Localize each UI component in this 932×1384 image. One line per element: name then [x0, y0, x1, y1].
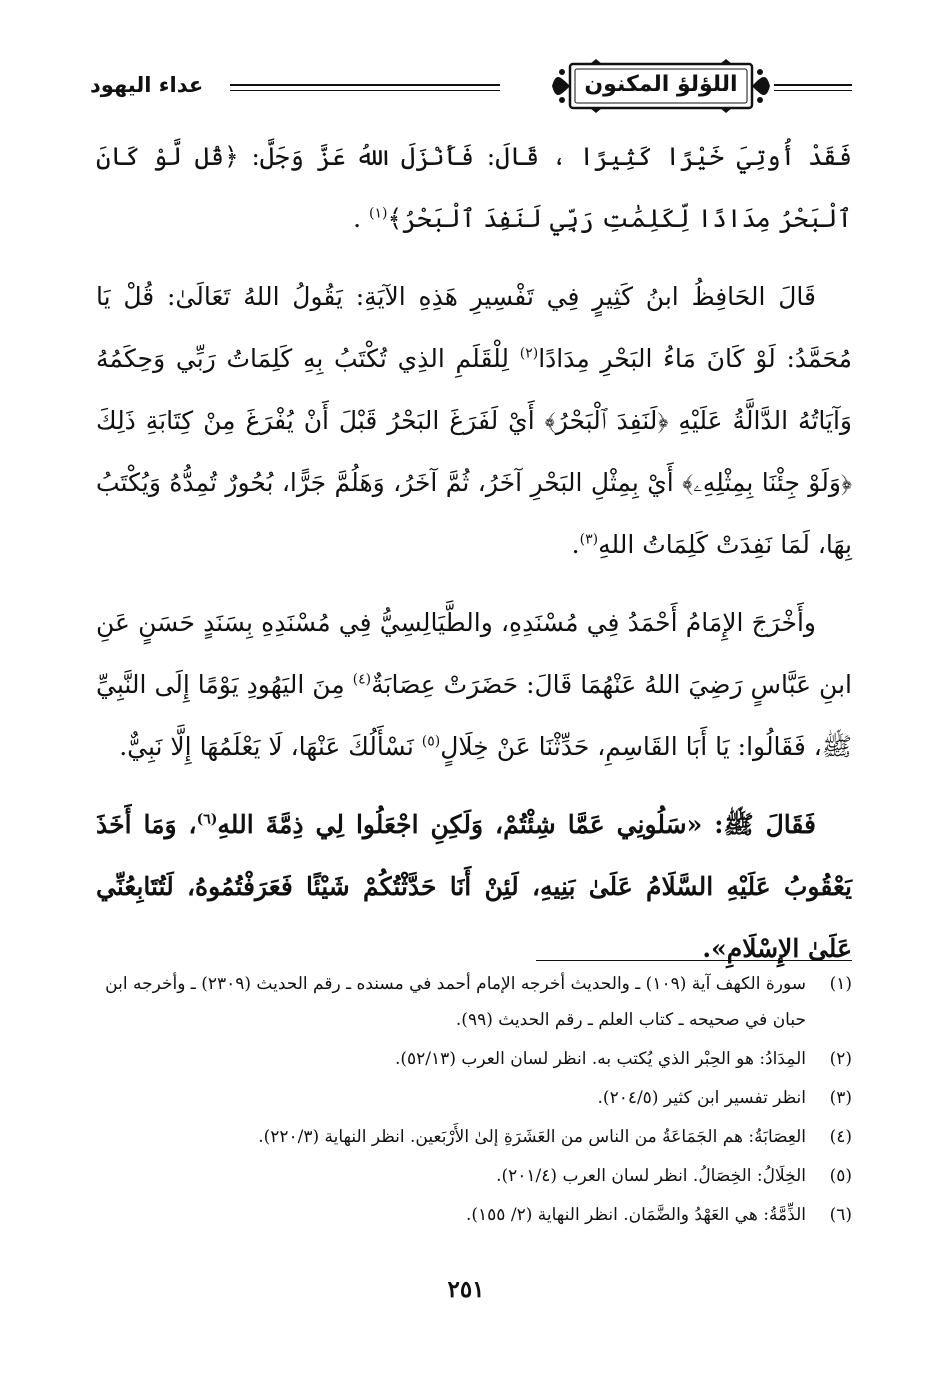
footnotes	[96, 966, 852, 1236]
footnote-marker: (٢)	[519, 345, 539, 362]
chapter-title: عداء اليهود	[90, 73, 204, 97]
footnote-text: انظر تفسير ابن كثير (٢٠٤/٥).	[597, 1088, 806, 1108]
text-segment: ، وَمَا أَخَذَ يَعْقُوبُ عَلَيْهِ السَّلَامُ عَلَىٰ بَنِيهِ، لَئِنْ أَنَا حَدَّثْتُكُمْ شَيْئًا فَعَرَفْتُمُوهُ، لَتُتَابِعُنِّي عَلَىٰ الإِسْلَامِ».	[96, 810, 852, 963]
footnote-1	[96, 966, 852, 1038]
footnote-number: (٢)	[829, 1049, 852, 1069]
text-segment: .	[353, 204, 369, 233]
footnote-number: (٦)	[829, 1205, 852, 1225]
quran-verse: ﴿لَنَفِدَ ٱلْبَحْرُ﴾	[544, 406, 669, 435]
text-segment: أَيْ بِمِثْلِ البَحْرِ آخَرُ، ثُمَّ آخَرُ، وَهَلُمَّ جَرًّا، بُحُورٌ تُمِدُّهُ وَيُكْتَبُ بِهَا، لَمَا نَفِدَتْ كَلِمَاتُ اللهِ	[96, 468, 852, 559]
paragraph-4-hadith	[96, 794, 852, 980]
footnote-number: (٣)	[829, 1088, 852, 1108]
paragraph-3	[96, 592, 852, 778]
paragraph-2	[96, 266, 852, 576]
quran-verse: ﴿وَلَوْ جِئْنَا بِمِثْلِهِۦ﴾	[682, 468, 852, 497]
text-segment: قَالَ الحَافِظُ ابنُ كَثِيرٍ فِي تَفْسِيرِ هَذِهِ الآيَةِ: يَقُولُ اللهُ تَعَالَىٰ: قُلْ يَا مُحَمَّدُ: لَوْ كَانَ مَاءُ البَحْرِ مِدَادًا	[96, 282, 852, 373]
footnote-4	[96, 1119, 852, 1155]
body-text	[96, 126, 852, 996]
footnote-number: (١)	[829, 974, 852, 994]
footnote-text: الخِلَالُ: الخِصَالُ. انظر لسان العرب (٢٠١/٤).	[496, 1166, 806, 1186]
quran-verse: ﴿قُل لَّوْ كَانَ ٱلْبَحْرُ مِدَادًا لِّكَلِمَٰتِ رَبِّي لَنَفِدَ ٱلْبَحْرُ﴾	[96, 142, 852, 233]
header-rule-left	[230, 84, 500, 91]
footnote-text: سورة الكهف آية (١٠٩) ـ والحديث أخرجه الإمام أحمد في مسنده ـ رقم الحديث (٢٣٠٩) ـ وأخرجه ابن حبان في صحيحه ـ كتاب العلم ـ رقم الحديث (٩٩).	[105, 974, 806, 1030]
footnote-marker: (٤)	[352, 671, 372, 688]
footnote-marker: (٥)	[421, 733, 441, 750]
book-title: اللؤلؤ المكنون	[584, 72, 738, 97]
footnote-6	[96, 1197, 852, 1233]
footnote-3	[96, 1080, 852, 1116]
footnote-text: الذِّمَّةُ: هي العَهْدُ والضَّمَان. انظر النهاية (٢/ ١٥٥).	[466, 1205, 806, 1225]
text-segment: فَقَدْ أُوتِيَ خَيْرًا كَثِيرًا ، قَالَ: فَأَنْزَلَ اللهُ عَزَّ وَجَلَّ:	[238, 142, 852, 171]
text-segment: أَيْ لَفَرَغَ البَحْرُ قَبْلَ أَنْ يُفْرَغَ مِنْ كِتَابَةِ ذَلِكَ	[96, 406, 545, 435]
page-number: ٢٥١	[447, 1276, 485, 1303]
text-segment: نَسْأَلُكَ عَنْهَا، لَا يَعْلَمُهَا إِلَّا نَبِيٌّ.	[119, 732, 422, 761]
text-segment: وأَخْرَجَ الإِمَامُ أَحْمَدُ فِي مُسْنَدِهِ، والطَّيَالِسِيُّ فِي مُسْنَدِهِ بِسَنَدٍ حَسَنٍ عَنِ ابنِ عَبَّاسٍ رَضِيَ اللهُ عَنْهُمَا قَالَ: حَضَرَتْ عِصَابَةٌ	[96, 608, 852, 699]
footnote-2	[96, 1041, 852, 1077]
footnote-number: (٥)	[829, 1166, 852, 1186]
footnote-5	[96, 1158, 852, 1194]
text-segment: .	[571, 530, 580, 559]
footnote-marker: (١)	[368, 205, 388, 222]
footnote-text: العِصَابَةُ: هم الجَمَاعَةُ من الناس من العَشَرَةِ إلىٰ الأَرْبَعين. انظر النهاية (٢٢٠/٣).	[258, 1127, 806, 1147]
page-header	[90, 52, 852, 122]
header-rule-right	[774, 84, 852, 91]
footnote-text: المِدَادُ: هو الحِبْر الذي يُكتب به. انظر لسان العرب (٥٢/١٣).	[395, 1049, 806, 1069]
text-segment: مِنَ اليَهُودِ يَوْمًا إِلَى النَّبِيِّ ﷺ، فَقَالُوا: يَا أَبَا القَاسِمِ، حَدِّثْنَا عَنْ خِلَالٍ	[96, 670, 852, 761]
footnote-marker: (٣)	[579, 531, 599, 548]
paragraph-1	[96, 126, 852, 250]
text-segment: لِلْقَلَمِ الذِي تُكْتَبُ بِهِ كَلِمَاتُ رَبِّي وَحِكَمُهُ وَآيَاتُهُ الدَّالَّةُ عَلَيْهِ	[96, 344, 852, 435]
footnote-separator	[536, 960, 852, 961]
footnote-number: (٤)	[829, 1127, 852, 1147]
footnote-marker: (٦)	[196, 811, 218, 828]
text-segment: فَقَالَ ﷺ: «سَلُونِي عَمَّا شِئْتُمْ، وَلَكِنِ اجْعَلُوا لِي ذِمَّةَ اللهِ	[217, 810, 816, 839]
book-title-frame	[550, 58, 772, 114]
